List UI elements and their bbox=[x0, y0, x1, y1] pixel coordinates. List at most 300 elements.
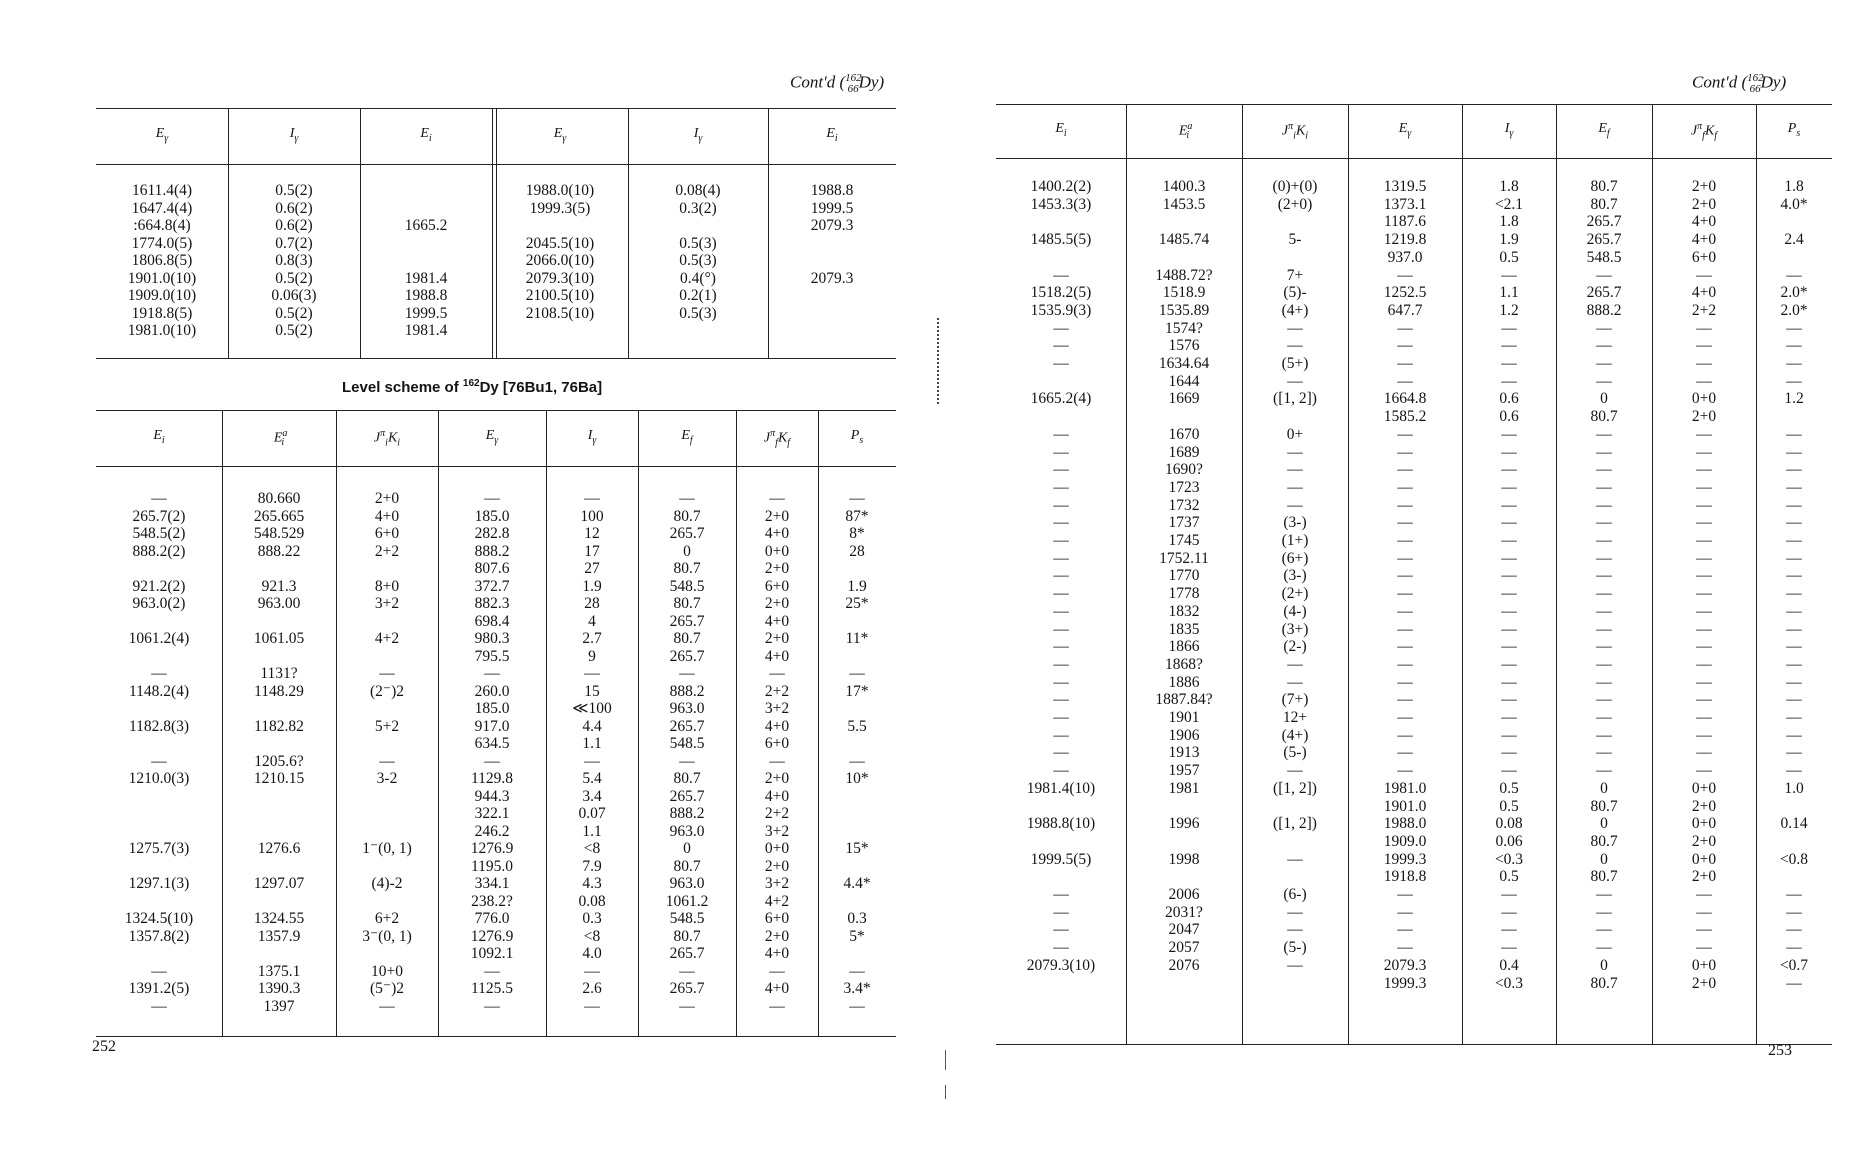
table-cell: — bbox=[1397, 549, 1413, 567]
table-cell: 944.3 bbox=[474, 787, 510, 805]
table-cell: — bbox=[1596, 602, 1612, 620]
gamma-table bbox=[96, 108, 896, 358]
table-cell: 1319.5 bbox=[1383, 178, 1427, 195]
table-cell: 1297.1(3) bbox=[128, 875, 190, 892]
table-cell: 2.0* bbox=[1780, 284, 1808, 302]
table-cell: 11* bbox=[845, 630, 869, 647]
table-cell: (6+) bbox=[1281, 549, 1309, 567]
table-cell: 80.7 bbox=[673, 595, 701, 612]
table-cell: 28 bbox=[849, 542, 865, 560]
table-cell: — bbox=[1696, 691, 1712, 709]
column-header: $J^\pi_iK_i$ bbox=[373, 428, 401, 449]
table-cell: 1276.6 bbox=[257, 840, 301, 857]
table-cell: — bbox=[769, 752, 785, 770]
level-scheme-table bbox=[96, 410, 896, 1036]
table-cell: 27 bbox=[584, 560, 600, 577]
table-cell: — bbox=[1501, 673, 1517, 691]
table-cell: 0.6 bbox=[1499, 390, 1519, 408]
table-cell: 1.9 bbox=[582, 577, 602, 595]
table-cell: 0.5(3) bbox=[679, 234, 717, 252]
table-cell: 888.2 bbox=[1586, 301, 1622, 319]
table-cell: 1.2 bbox=[1784, 390, 1804, 408]
table-cell: — bbox=[1053, 726, 1069, 744]
table-cell: 4+0 bbox=[764, 717, 790, 735]
table-cell: 1665.2 bbox=[404, 217, 448, 234]
table-cell: — bbox=[1696, 443, 1712, 461]
table-cell: — bbox=[1397, 372, 1413, 390]
table-cell: — bbox=[1053, 655, 1069, 673]
table-cell: 0.06 bbox=[1495, 832, 1523, 850]
table-cell: — bbox=[1397, 443, 1413, 461]
table-cell: — bbox=[1786, 903, 1802, 921]
table-cell: 0.5(2) bbox=[275, 304, 313, 322]
table-cell: 4+0 bbox=[1691, 231, 1717, 249]
table-cell: 1866 bbox=[1168, 638, 1200, 656]
table-cell: 0.6(2) bbox=[275, 199, 313, 217]
table-cell: 1737 bbox=[1168, 514, 1200, 532]
table-cell: — bbox=[1786, 496, 1802, 514]
table-cell: 1835 bbox=[1168, 620, 1200, 638]
table-cell: 921.3 bbox=[261, 577, 297, 595]
table-cell: — bbox=[1786, 638, 1802, 656]
table-cell: 1996 bbox=[1168, 815, 1200, 833]
table-cell: 12 bbox=[584, 525, 600, 542]
table-cell: ([1, 2]) bbox=[1273, 390, 1317, 408]
table-cell: 1988.8 bbox=[404, 287, 448, 304]
table-cell: 3-2 bbox=[376, 770, 398, 787]
table-cell: 0.08 bbox=[578, 892, 606, 910]
table-cell: 1901.0(10) bbox=[127, 269, 197, 287]
table-cell: 0 bbox=[1600, 850, 1608, 868]
table-cell: 776.0 bbox=[474, 910, 510, 927]
table-cell: — bbox=[1397, 709, 1413, 726]
table-cell: — bbox=[1696, 532, 1712, 549]
table-cell: 548.5 bbox=[1586, 248, 1622, 266]
table-cell: 2108.5(10) bbox=[525, 304, 595, 322]
table-cell: 1187.6 bbox=[1383, 213, 1427, 231]
table-cell: 3⁻(0, 1) bbox=[362, 927, 412, 945]
table-cell: 2+0 bbox=[764, 927, 790, 945]
table-cell: — bbox=[484, 962, 500, 980]
table-cell: — bbox=[1397, 744, 1413, 762]
table-cell: — bbox=[1501, 903, 1517, 921]
table-cell: 2+0 bbox=[1691, 868, 1717, 886]
table-cell: 0.08(4) bbox=[675, 182, 721, 199]
table-cell: 698.4 bbox=[474, 612, 510, 630]
table-cell: — bbox=[849, 490, 865, 507]
table-cell: 1647.4(4) bbox=[131, 199, 193, 217]
table-cell: 1061.05 bbox=[253, 630, 305, 647]
table-header-rule bbox=[996, 158, 1832, 159]
table-cell: 0.6(2) bbox=[275, 217, 313, 234]
table-cell: — bbox=[1596, 443, 1612, 461]
table-cell: 1918.8(5) bbox=[131, 304, 193, 322]
table-cell: — bbox=[769, 997, 785, 1015]
table-cell: — bbox=[1397, 691, 1413, 709]
table-cell: 0.3 bbox=[582, 910, 602, 927]
table-cell: 185.0 bbox=[474, 507, 510, 525]
table-cell: (0)+(0) bbox=[1272, 178, 1318, 195]
table-cell: 265.7 bbox=[669, 612, 705, 630]
table-cell: — bbox=[1287, 850, 1303, 868]
table-cell: 0+ bbox=[1286, 425, 1304, 443]
table-bottom-rule bbox=[996, 1044, 1832, 1045]
table-cell: — bbox=[1696, 726, 1712, 744]
column-header: $J^\pi_fK_f$ bbox=[763, 428, 791, 449]
right-page bbox=[936, 0, 1872, 1152]
column-header: $E_f$ bbox=[1598, 121, 1610, 139]
table-cell: — bbox=[1596, 585, 1612, 603]
table-cell: — bbox=[1397, 886, 1413, 903]
table-cell: 4+2 bbox=[764, 892, 790, 910]
table-cell: 372.7 bbox=[474, 577, 510, 595]
table-cell: 1.8 bbox=[1499, 213, 1519, 231]
table-cell: 80.660 bbox=[257, 490, 301, 507]
table-cell: 2079.3 bbox=[810, 217, 854, 234]
table-cell: 80.7 bbox=[1590, 832, 1618, 850]
table-cell: 1357.8(2) bbox=[128, 927, 190, 945]
column-header: $E_i$ bbox=[420, 126, 432, 144]
table-cell: — bbox=[1053, 337, 1069, 355]
table-cell: — bbox=[1053, 549, 1069, 567]
table-cell: 3+2 bbox=[374, 595, 400, 612]
table-cell: 1488.72? bbox=[1155, 266, 1213, 284]
table-cell: 1981.4(10) bbox=[1026, 779, 1096, 797]
table-cell: 80.7 bbox=[673, 630, 701, 647]
table-cell: 963.0 bbox=[669, 700, 705, 717]
table-cell: — bbox=[1786, 355, 1802, 372]
table-cell: 2+2 bbox=[374, 542, 400, 560]
table-cell: — bbox=[151, 997, 167, 1015]
table-cell: 265.7 bbox=[669, 787, 705, 805]
table-cell: — bbox=[1397, 532, 1413, 549]
table-cell: 1195.0 bbox=[470, 857, 514, 875]
table-cell: 1324.55 bbox=[253, 910, 305, 927]
table-cell: — bbox=[379, 997, 395, 1015]
table-cell: — bbox=[1696, 709, 1712, 726]
table-cell: 4+0 bbox=[764, 980, 790, 997]
table-cell: 2+0 bbox=[1691, 178, 1717, 195]
table-cell: 80.7 bbox=[673, 507, 701, 525]
table-cell: — bbox=[1501, 514, 1517, 532]
table-cell: — bbox=[1786, 709, 1802, 726]
table-cell: — bbox=[1596, 478, 1612, 496]
table-cell: 282.8 bbox=[474, 525, 510, 542]
table-cell: (3-) bbox=[1283, 567, 1307, 585]
table-cell: — bbox=[1053, 585, 1069, 603]
table-cell: ≪100 bbox=[572, 700, 612, 717]
table-cell: — bbox=[1696, 461, 1712, 479]
table-cell: 0+0 bbox=[1691, 390, 1717, 408]
level-scheme-title: Level scheme of $^{162}$Dy [76Bu1, 76Ba] bbox=[342, 378, 603, 396]
table-cell: 548.5(2) bbox=[132, 525, 186, 542]
table-cell: 1906 bbox=[1168, 726, 1200, 744]
table-cell: — bbox=[679, 665, 695, 682]
table-top-rule bbox=[96, 410, 896, 411]
table-cell: 0 bbox=[683, 840, 691, 857]
table-cell: — bbox=[1053, 939, 1069, 957]
table-cell: — bbox=[849, 752, 865, 770]
table-cell: 882.3 bbox=[474, 595, 510, 612]
table-cell: 17 bbox=[584, 542, 600, 560]
table-cell: — bbox=[1786, 726, 1802, 744]
table-cell: 1518.2(5) bbox=[1030, 284, 1092, 302]
table-cell: — bbox=[1053, 638, 1069, 656]
table-cell: 5* bbox=[849, 927, 865, 945]
table-cell: — bbox=[1696, 744, 1712, 762]
table-cell: — bbox=[1786, 567, 1802, 585]
table-cell: 1981 bbox=[1168, 779, 1200, 797]
table-cell: 548.5 bbox=[669, 735, 705, 752]
table-cell: — bbox=[849, 665, 865, 682]
table-cell: — bbox=[151, 962, 167, 980]
table-cell: 246.2 bbox=[474, 822, 510, 840]
table-cell: 1148.29 bbox=[254, 682, 304, 700]
table-cell: 1913 bbox=[1168, 744, 1200, 762]
table-cell: 2.4 bbox=[1784, 231, 1804, 249]
table-cell: 265.665 bbox=[253, 507, 305, 525]
column-header: $E_\gamma$ bbox=[485, 428, 499, 446]
table-cell: 2076 bbox=[1168, 956, 1200, 974]
table-cell: 17* bbox=[845, 682, 869, 700]
table-cell: — bbox=[1501, 496, 1517, 514]
table-cell: — bbox=[1053, 266, 1069, 284]
page-header: Cont'd ($^{162}_{66}$Dy) bbox=[1692, 72, 1787, 96]
table-cell: — bbox=[1596, 709, 1612, 726]
table-cell: — bbox=[769, 490, 785, 507]
table-cell: — bbox=[1501, 532, 1517, 549]
table-cell: 1909.0(10) bbox=[127, 287, 197, 304]
table-cell: 1901.0 bbox=[1383, 797, 1427, 815]
table-cell: — bbox=[679, 490, 695, 507]
table-cell: 0.5 bbox=[1499, 248, 1519, 266]
table-cell: 238.2? bbox=[471, 892, 513, 910]
table-cell: 1400.3 bbox=[1162, 178, 1206, 195]
table-cell: — bbox=[1786, 443, 1802, 461]
table-cell: (4)-2 bbox=[371, 875, 403, 892]
table-cell: 4+0 bbox=[764, 945, 790, 962]
table-bottom-rule bbox=[96, 1036, 896, 1037]
table-cell: — bbox=[1501, 585, 1517, 603]
table-cell: 265.7 bbox=[669, 647, 705, 665]
table-cell: 0+0 bbox=[1691, 779, 1717, 797]
table-cell: 265.7 bbox=[669, 980, 705, 997]
table-cell: 185.0 bbox=[474, 700, 510, 717]
table-cell: (5⁻)2 bbox=[369, 980, 404, 997]
table-cell: — bbox=[1397, 478, 1413, 496]
table-cell: (4-) bbox=[1283, 602, 1307, 620]
table-cell: 1918.8 bbox=[1383, 868, 1427, 886]
column-header: $J^\pi_fK_f$ bbox=[1690, 121, 1718, 142]
table-cell: — bbox=[1696, 549, 1712, 567]
table-cell: — bbox=[1786, 425, 1802, 443]
table-cell: 10* bbox=[845, 770, 869, 787]
table-cell: 1182.8(3) bbox=[128, 717, 190, 735]
table-cell: 888.2 bbox=[474, 542, 510, 560]
table-cell: 963.00 bbox=[257, 595, 301, 612]
table-cell: — bbox=[1696, 638, 1712, 656]
table-cell: — bbox=[1501, 549, 1517, 567]
table-cell: 1357.9 bbox=[257, 927, 301, 945]
table-cell: 2+0 bbox=[1691, 974, 1717, 992]
table-cell: — bbox=[1696, 886, 1712, 903]
table-cell: 1998 bbox=[1168, 850, 1200, 868]
table-cell: 2006 bbox=[1168, 886, 1200, 903]
table-cell: 1.8 bbox=[1784, 178, 1804, 195]
table-cell: 2+0 bbox=[1691, 832, 1717, 850]
table-cell: — bbox=[1397, 903, 1413, 921]
table-cell: — bbox=[1501, 266, 1517, 284]
table-cell: — bbox=[1786, 372, 1802, 390]
table-cell: 0.5(2) bbox=[275, 182, 313, 199]
table-cell: 80.7 bbox=[1590, 195, 1618, 213]
table-cell: — bbox=[1786, 620, 1802, 638]
table-cell: — bbox=[1696, 602, 1712, 620]
table-cell: — bbox=[679, 997, 695, 1015]
table-cell: 1400.2(2) bbox=[1030, 178, 1092, 195]
table-cell: 2.0* bbox=[1780, 301, 1808, 319]
table-cell: — bbox=[1287, 372, 1303, 390]
table-cell: 265.7 bbox=[669, 525, 705, 542]
table-cell: 2066.0(10) bbox=[525, 252, 595, 269]
table-cell: — bbox=[679, 752, 695, 770]
table-cell: 2+0 bbox=[764, 507, 790, 525]
table-cell: 921.2(2) bbox=[132, 577, 186, 595]
column-header: $P_s$ bbox=[850, 428, 864, 446]
table-cell: — bbox=[151, 752, 167, 770]
table-cell: — bbox=[1287, 461, 1303, 479]
table-cell: — bbox=[1501, 921, 1517, 939]
table-cell: (1+) bbox=[1281, 532, 1309, 549]
table-cell: 1276.9 bbox=[470, 927, 514, 945]
table-cell: 1276.9 bbox=[470, 840, 514, 857]
table-cell: — bbox=[1596, 673, 1612, 691]
table-cell: — bbox=[1397, 602, 1413, 620]
table-cell: 9 bbox=[588, 647, 596, 665]
table-cell: 0+0 bbox=[1691, 956, 1717, 974]
table-cell: 4.0 bbox=[582, 945, 602, 962]
table-cell: — bbox=[1397, 762, 1413, 780]
table-cell: 1999.5 bbox=[810, 199, 854, 217]
table-cell: 7.9 bbox=[582, 857, 602, 875]
table-cell: — bbox=[484, 752, 500, 770]
table-cell: — bbox=[1596, 691, 1612, 709]
table-cell: 1373.1 bbox=[1383, 195, 1427, 213]
table-cell: 2.6 bbox=[582, 980, 602, 997]
table-cell: — bbox=[1053, 567, 1069, 585]
table-cell: 2079.3(10) bbox=[525, 269, 595, 287]
table-cell: 265.7(2) bbox=[132, 507, 186, 525]
column-header: $P_s$ bbox=[1787, 121, 1801, 139]
table-cell: 1485.74 bbox=[1158, 231, 1210, 249]
table-cell: — bbox=[1501, 355, 1517, 372]
table-cell: 1453.5 bbox=[1162, 195, 1206, 213]
table-cell: 1535.89 bbox=[1158, 301, 1210, 319]
table-cell: — bbox=[1501, 744, 1517, 762]
table-cell: 265.7 bbox=[1586, 213, 1622, 231]
table-cell: (2+0) bbox=[1277, 195, 1313, 213]
table-cell: — bbox=[1053, 319, 1069, 337]
table-cell: 1061.2(4) bbox=[128, 630, 190, 647]
table-cell: — bbox=[1696, 939, 1712, 957]
table-cell: (2+) bbox=[1281, 585, 1309, 603]
table-cell: — bbox=[584, 665, 600, 682]
table-cell: — bbox=[1696, 921, 1712, 939]
table-cell: — bbox=[1287, 478, 1303, 496]
table-cell: — bbox=[769, 962, 785, 980]
table-cell: — bbox=[1596, 319, 1612, 337]
table-cell: 4.4* bbox=[843, 875, 871, 892]
table-cell: — bbox=[1501, 762, 1517, 780]
table-cell: — bbox=[1786, 266, 1802, 284]
table-cell: 1210.0(3) bbox=[128, 770, 190, 787]
column-header: $I_\gamma$ bbox=[289, 126, 299, 144]
table-cell: 0 bbox=[683, 542, 691, 560]
table-cell: — bbox=[1287, 673, 1303, 691]
table-cell: — bbox=[1786, 762, 1802, 780]
table-cell: — bbox=[1786, 478, 1802, 496]
table-cell: — bbox=[1501, 443, 1517, 461]
table-cell: — bbox=[1696, 567, 1712, 585]
table-cell: <0.7 bbox=[1779, 956, 1809, 974]
table-cell: 0+0 bbox=[1691, 815, 1717, 833]
table-cell: 0 bbox=[1600, 956, 1608, 974]
table-cell: — bbox=[1501, 620, 1517, 638]
table-cell: 2+2 bbox=[764, 805, 790, 822]
table-cell: 1.1 bbox=[582, 822, 602, 840]
table-cell: — bbox=[849, 962, 865, 980]
table-cell: 0.4 bbox=[1499, 956, 1519, 974]
table-cell: 1611.4(4) bbox=[131, 182, 193, 199]
table-cell: — bbox=[1696, 355, 1712, 372]
level-scheme-table-continued bbox=[996, 104, 1832, 1044]
table-cell: 87* bbox=[845, 507, 869, 525]
table-cell: 2+0 bbox=[1691, 797, 1717, 815]
table-cell: 12+ bbox=[1282, 709, 1308, 726]
column-header: $E^a_i$ bbox=[1178, 121, 1193, 142]
table-cell: 1131? bbox=[260, 665, 298, 682]
table-cell: 1092.1 bbox=[470, 945, 514, 962]
table-cell: <8 bbox=[583, 927, 601, 945]
table-cell: (7+) bbox=[1281, 691, 1309, 709]
table-cell: 4+0 bbox=[1691, 284, 1717, 302]
table-cell: 3+2 bbox=[764, 700, 790, 717]
table-cell: — bbox=[1397, 425, 1413, 443]
table-cell: — bbox=[1596, 921, 1612, 939]
table-cell: (5)- bbox=[1283, 284, 1307, 302]
table-cell: 5.5 bbox=[847, 717, 867, 735]
table-cell: — bbox=[1596, 514, 1612, 532]
table-cell: 0+0 bbox=[764, 840, 790, 857]
table-cell: 1375.1 bbox=[257, 962, 301, 980]
table-cell: 0.14 bbox=[1780, 815, 1808, 833]
table-cell: 0.5(2) bbox=[275, 322, 313, 339]
table-cell: 2+0 bbox=[374, 490, 400, 507]
page-header: Cont'd ($^{162}_{66}$Dy) bbox=[790, 72, 885, 96]
table-cell: 0 bbox=[1600, 815, 1608, 833]
table-cell: — bbox=[1053, 514, 1069, 532]
table-cell: 1297.07 bbox=[253, 875, 305, 892]
table-cell: 1690? bbox=[1165, 461, 1203, 479]
table-cell: — bbox=[1786, 921, 1802, 939]
table-cell: — bbox=[1501, 691, 1517, 709]
table-cell: 334.1 bbox=[474, 875, 510, 892]
table-cell: — bbox=[1696, 655, 1712, 673]
page-number: 252 bbox=[92, 1038, 116, 1055]
table-bottom-rule bbox=[96, 358, 896, 359]
table-cell: — bbox=[1053, 425, 1069, 443]
table-cell: — bbox=[1696, 514, 1712, 532]
